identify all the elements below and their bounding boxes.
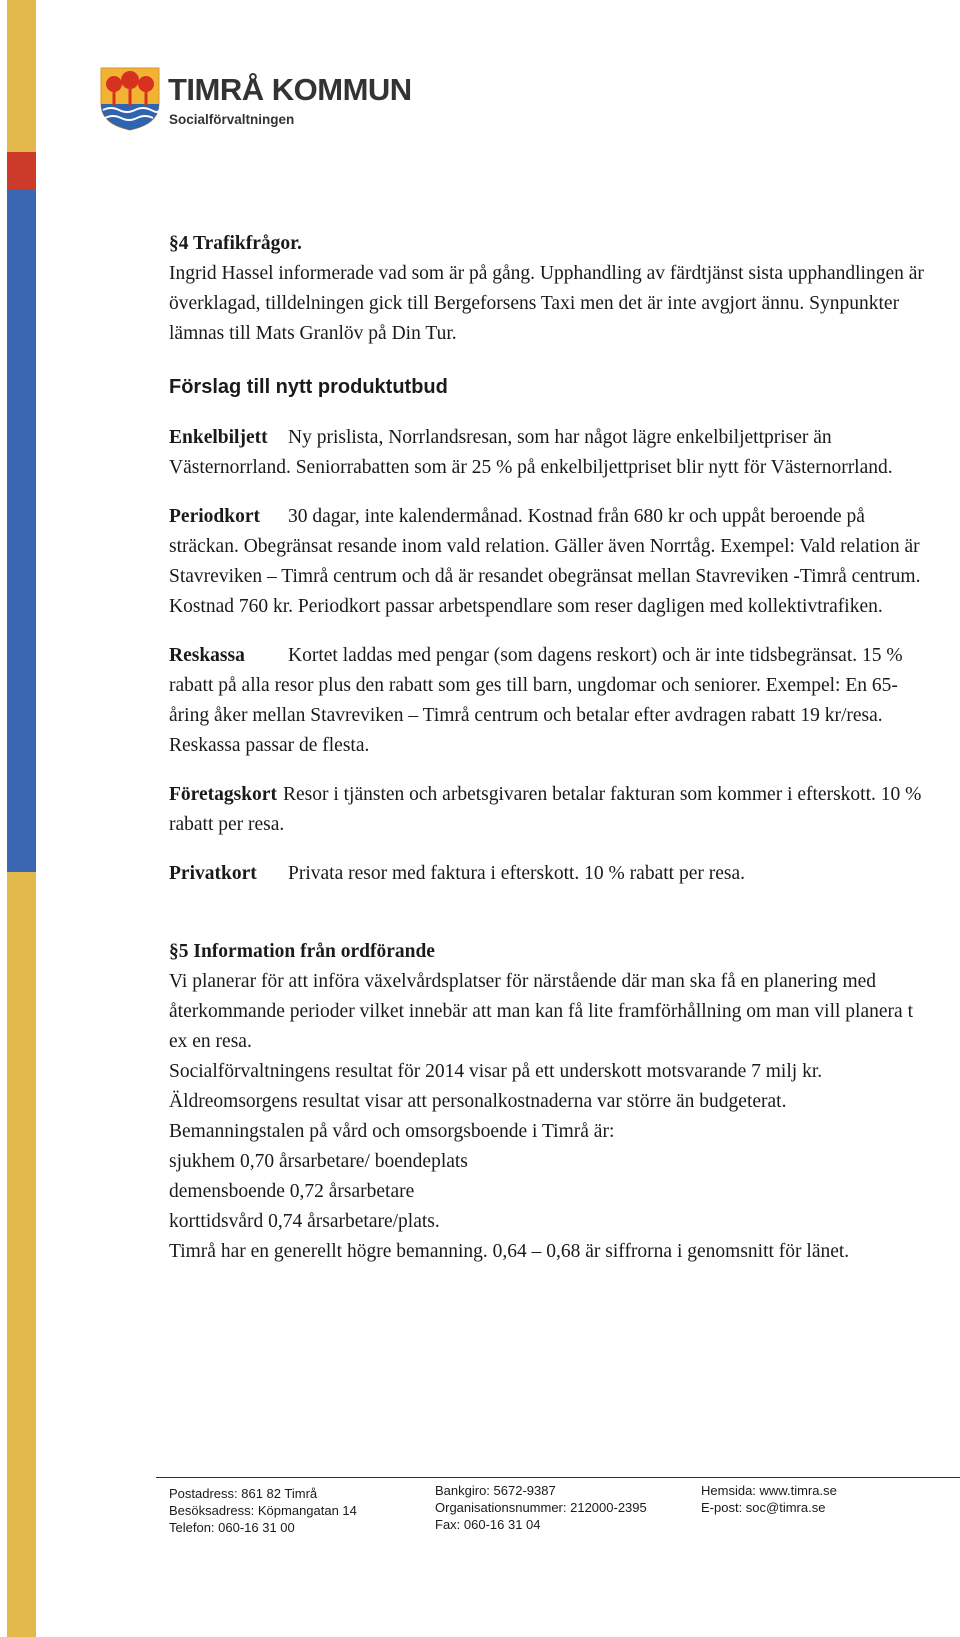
section-5-line: Timrå har en generellt högre bemanning. 0,64 – 0,68 är siffrorna i genomsnitt för länet. [169,1241,850,1262]
org-name: TIMRÅ KOMMUN [168,72,412,107]
footer-phone: Telefon: 060-16 31 00 [169,1520,295,1535]
section-5-line: korttidsvård 0,74 årsarbetare/plats. [169,1211,440,1232]
footer-email-link[interactable]: E-post: soc@timra.se [701,1500,826,1515]
footer-org-number: Organisationsnummer: 212000-2395 [435,1500,647,1515]
proposal-item [169,502,929,622]
proposal-item [169,780,929,840]
proposal-text: Ny prislista, Norrlandsresan, som har något lägre enkelbiljettpriser än Västernorrland. Seniorrabatten som är 25 % på enkelbiljettpriset blir nytt för Västernorrland. [169,427,893,478]
proposal-term: Reskassa [169,645,245,666]
side-stripe-yellow-bottom [7,872,36,1637]
proposal-item [169,641,929,761]
proposal-text: Kortet laddas med pengar (som dagens reskort) och är inte tidsbegränsat. 15 % rabatt på alla resor plus den rabatt som ges till barn, ungdomar och seniorer. Exempel: En 65-åring åker mellan Stavreviken – Timrå centrum och betalar efter avdragen rabatt 19 kr/resa. Reskassa passar de flesta. [169,645,903,756]
proposal-text: Resor i tjänsten och arbetsgivaren betalar fakturan som kommer i efterskott. 10 % rabatt per resa. [169,784,922,835]
department-name: Socialförvaltningen [169,112,295,127]
section-5-heading: §5 Information från ordförande [169,941,435,962]
section-4-text: Ingrid Hassel informerade vad som är på gång. Upphandling av färdtjänst sista upphandlingen är överklagad, tilldelningen gick till Bergeforsens Taxi men det är inte avgjort ännu. Synpunkter lämnas till Mats Granlöv på Din Tur. [169,263,924,344]
section-5-line: Äldreomsorgens resultat visar att personalkostnaderna var större än budgeterat. [169,1091,787,1112]
side-stripe-red [7,152,36,190]
footer-bankgiro: Bankgiro: 5672-9387 [435,1483,556,1498]
section-4-heading: §4 Trafikfrågor. [169,233,302,254]
footer-finance-column [435,1482,647,1533]
footer-postal-address: Postadress: 861 82 Timrå [169,1486,318,1501]
proposal-item [169,423,929,483]
proposal-heading: Förslag till nytt produktutbud [169,376,448,398]
proposal-term: Företagskort [169,784,277,805]
proposal-text: 30 dagar, inte kalendermånad. Kostnad från 680 kr och uppåt beroende på sträckan. Obegränsat resande inom vald relation. Gäller även Norrtåg. Exempel: Vald relation är Stavreviken – Timrå centrum och då är resandet obegränsat mellan Stavreviken -Timrå centrum. Kostnad 760 kr. Periodkort passar arbetspendlare som reser dagligen med kollektivtrafiken. [169,506,921,617]
footer-divider [156,1477,960,1478]
footer-contact-column [701,1482,837,1516]
coat-of-arms-icon [99,66,161,132]
footer-address-column [169,1485,357,1536]
proposal-item [169,859,929,889]
proposal-term: Enkelbiljett [169,427,268,448]
footer-visiting-address: Besöksadress: Köpmangatan 14 [169,1503,357,1518]
proposal-term: Periodkort [169,506,260,527]
section-5-line: Socialförvaltningens resultat för 2014 visar på ett underskott motsvarande 7 milj kr. [169,1061,823,1082]
document-body [169,229,929,1267]
timra-kommun-logo [99,66,412,136]
side-stripe-blue [7,190,36,872]
proposal-text: Privata resor med faktura i efterskott. 10 % rabatt per resa. [288,863,745,884]
footer-website-link[interactable]: Hemsida: www.timra.se [701,1483,837,1498]
section-5-line: sjukhem 0,70 årsarbetare/ boendeplats [169,1151,468,1172]
footer-fax: Fax: 060-16 31 04 [435,1517,541,1532]
section-5-line: demensboende 0,72 årsarbetare [169,1181,415,1202]
proposal-term: Privatkort [169,863,257,884]
section-5-line: Bemanningstalen på vård och omsorgsboende i Timrå är: [169,1121,615,1142]
side-stripe-yellow-top [7,0,36,152]
section-5-line: Vi planerar för att införa växelvårdsplatser för närstående där man ska få en planering med återkommande perioder vilket innebär att man kan få lite framförhållning om man vill planera t ex en resa. [169,971,913,1052]
